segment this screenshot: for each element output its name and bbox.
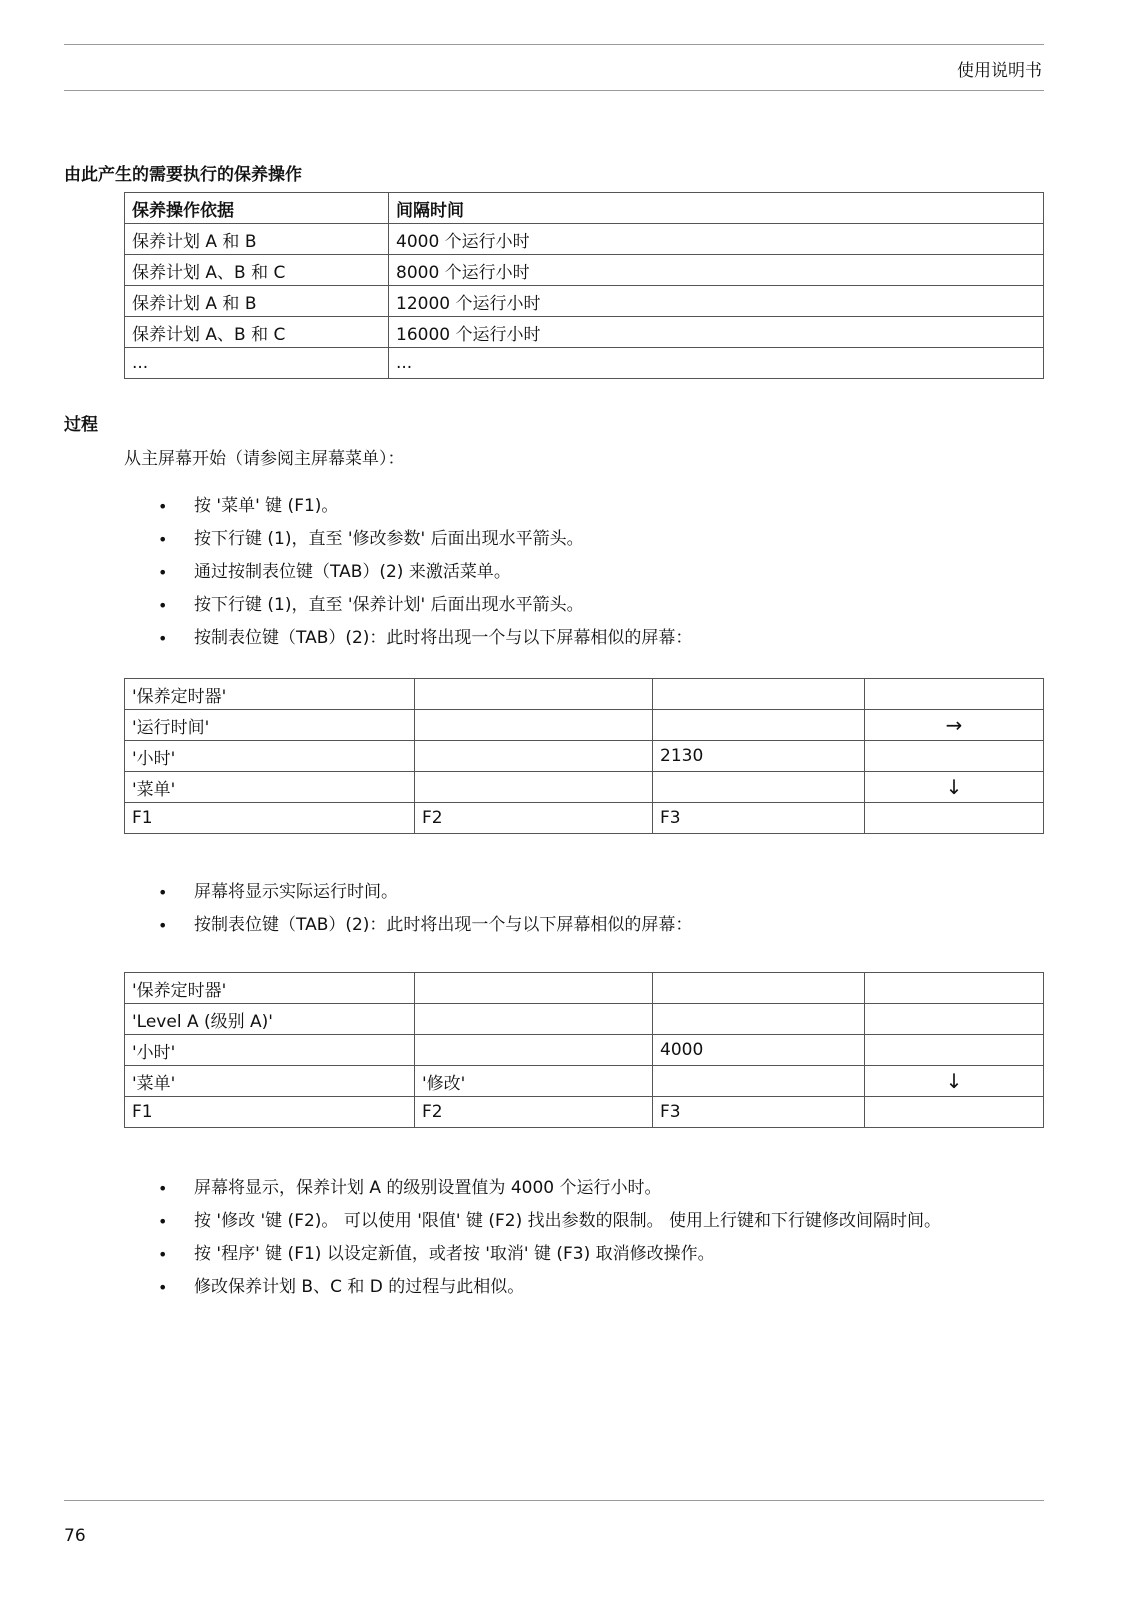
header-bottom-rule — [64, 90, 1044, 91]
table-cell: 2130 — [653, 741, 865, 772]
table-row — [125, 348, 1044, 379]
list-item: • 按 '程序' 键 (F1) 以设定新值，或者按 '取消' 键 (F3) 取消修改操作。 — [124, 1238, 941, 1271]
table-cell: '小时' — [125, 741, 415, 772]
table-cell — [415, 741, 653, 772]
table-cell — [653, 772, 865, 803]
screen-example-table-1 — [124, 678, 1044, 834]
list-item: • 按下行键 (1)，直至 '保养计划' 后面出现水平箭头。 — [124, 589, 692, 622]
procedure-steps-list-3 — [124, 1172, 941, 1304]
table-cell — [415, 710, 653, 741]
list-item: • 屏幕将显示，保养计划 A 的级别设置值为 4000 个运行小时。 — [124, 1172, 941, 1205]
table-row — [125, 1035, 1044, 1066]
section-heading-maintenance: 由此产生的需要执行的保养操作 — [64, 165, 302, 185]
screen-example-table-2 — [124, 972, 1044, 1128]
table-cell — [653, 679, 865, 710]
down-arrow-icon: ↓ — [865, 772, 1044, 803]
footer-rule — [64, 1500, 1044, 1501]
list-item: • 修改保养计划 B、C 和 D 的过程与此相似。 — [124, 1271, 941, 1304]
procedure-intro: 从主屏幕开始（请参阅主屏幕菜单）： — [124, 449, 405, 469]
table-cell: 4000 个运行小时 — [389, 224, 1044, 255]
table-row — [125, 1097, 1044, 1128]
maintenance-interval-table — [124, 192, 1044, 379]
table-cell — [415, 973, 653, 1004]
table-row — [125, 1004, 1044, 1035]
table-row — [125, 317, 1044, 348]
table-cell — [415, 1004, 653, 1035]
table-header-cell: 保养操作依据 — [125, 193, 389, 224]
table-cell — [653, 1066, 865, 1097]
table-cell: '菜单' — [125, 1066, 415, 1097]
table-row — [125, 286, 1044, 317]
table-cell: 'Level A (级别 A)' — [125, 1004, 415, 1035]
list-item: • 按 '菜单' 键 (F1)。 — [124, 490, 692, 523]
page-number: 76 — [64, 1526, 86, 1546]
table-cell — [865, 741, 1044, 772]
table-cell: F3 — [653, 1097, 865, 1128]
table-cell: 8000 个运行小时 — [389, 255, 1044, 286]
table-header-row — [125, 193, 1044, 224]
table-cell: '运行时间' — [125, 710, 415, 741]
header-top-rule — [64, 44, 1044, 45]
table-row — [125, 224, 1044, 255]
table-row — [125, 973, 1044, 1004]
table-cell: F2 — [415, 803, 653, 834]
table-cell — [653, 973, 865, 1004]
table-cell — [653, 1004, 865, 1035]
table-cell: F1 — [125, 803, 415, 834]
table-row — [125, 255, 1044, 286]
right-arrow-icon: → — [865, 710, 1044, 741]
table-cell — [415, 772, 653, 803]
table-cell — [865, 1004, 1044, 1035]
table-cell: ... — [125, 348, 389, 379]
list-item: • 按制表位键（TAB）(2)：此时将出现一个与以下屏幕相似的屏幕： — [124, 622, 692, 655]
table-cell — [415, 679, 653, 710]
table-cell — [865, 973, 1044, 1004]
procedure-steps-list-2 — [124, 876, 692, 942]
table-cell — [865, 679, 1044, 710]
table-cell: 12000 个运行小时 — [389, 286, 1044, 317]
table-cell: '小时' — [125, 1035, 415, 1066]
table-cell — [653, 710, 865, 741]
section-heading-procedure: 过程 — [64, 415, 98, 435]
list-item: • 按 '修改 '键 (F2)。 可以使用 '限值' 键 (F2) 找出参数的限制。 使用上行键和下行键修改间隔时间。 — [124, 1205, 941, 1238]
table-cell — [865, 1035, 1044, 1066]
table-cell: ... — [389, 348, 1044, 379]
table-row — [125, 710, 1044, 741]
table-cell: 16000 个运行小时 — [389, 317, 1044, 348]
table-cell: F2 — [415, 1097, 653, 1128]
table-cell: F3 — [653, 803, 865, 834]
table-cell: '保养定时器' — [125, 679, 415, 710]
table-cell — [415, 1035, 653, 1066]
table-cell: 保养计划 A 和 B — [125, 224, 389, 255]
down-arrow-icon: ↓ — [865, 1066, 1044, 1097]
table-cell: '保养定时器' — [125, 973, 415, 1004]
table-cell: 保养计划 A、B 和 C — [125, 255, 389, 286]
table-cell: 4000 — [653, 1035, 865, 1066]
list-item: • 按下行键 (1)，直至 '修改参数' 后面出现水平箭头。 — [124, 523, 692, 556]
document-header-title: 使用说明书 — [957, 61, 1042, 81]
table-cell: 保养计划 A 和 B — [125, 286, 389, 317]
table-row — [125, 679, 1044, 710]
table-row — [125, 741, 1044, 772]
table-cell — [865, 803, 1044, 834]
table-cell: F1 — [125, 1097, 415, 1128]
table-header-cell: 间隔时间 — [389, 193, 1044, 224]
procedure-steps-list-1 — [124, 490, 692, 655]
table-row — [125, 803, 1044, 834]
list-item: • 通过按制表位键（TAB）(2) 来激活菜单。 — [124, 556, 692, 589]
table-row — [125, 1066, 1044, 1097]
list-item: • 按制表位键（TAB）(2)：此时将出现一个与以下屏幕相似的屏幕： — [124, 909, 692, 942]
list-item: • 屏幕将显示实际运行时间。 — [124, 876, 692, 909]
table-row — [125, 772, 1044, 803]
table-cell: '修改' — [415, 1066, 653, 1097]
table-cell: 保养计划 A、B 和 C — [125, 317, 389, 348]
table-cell: '菜单' — [125, 772, 415, 803]
table-cell — [865, 1097, 1044, 1128]
